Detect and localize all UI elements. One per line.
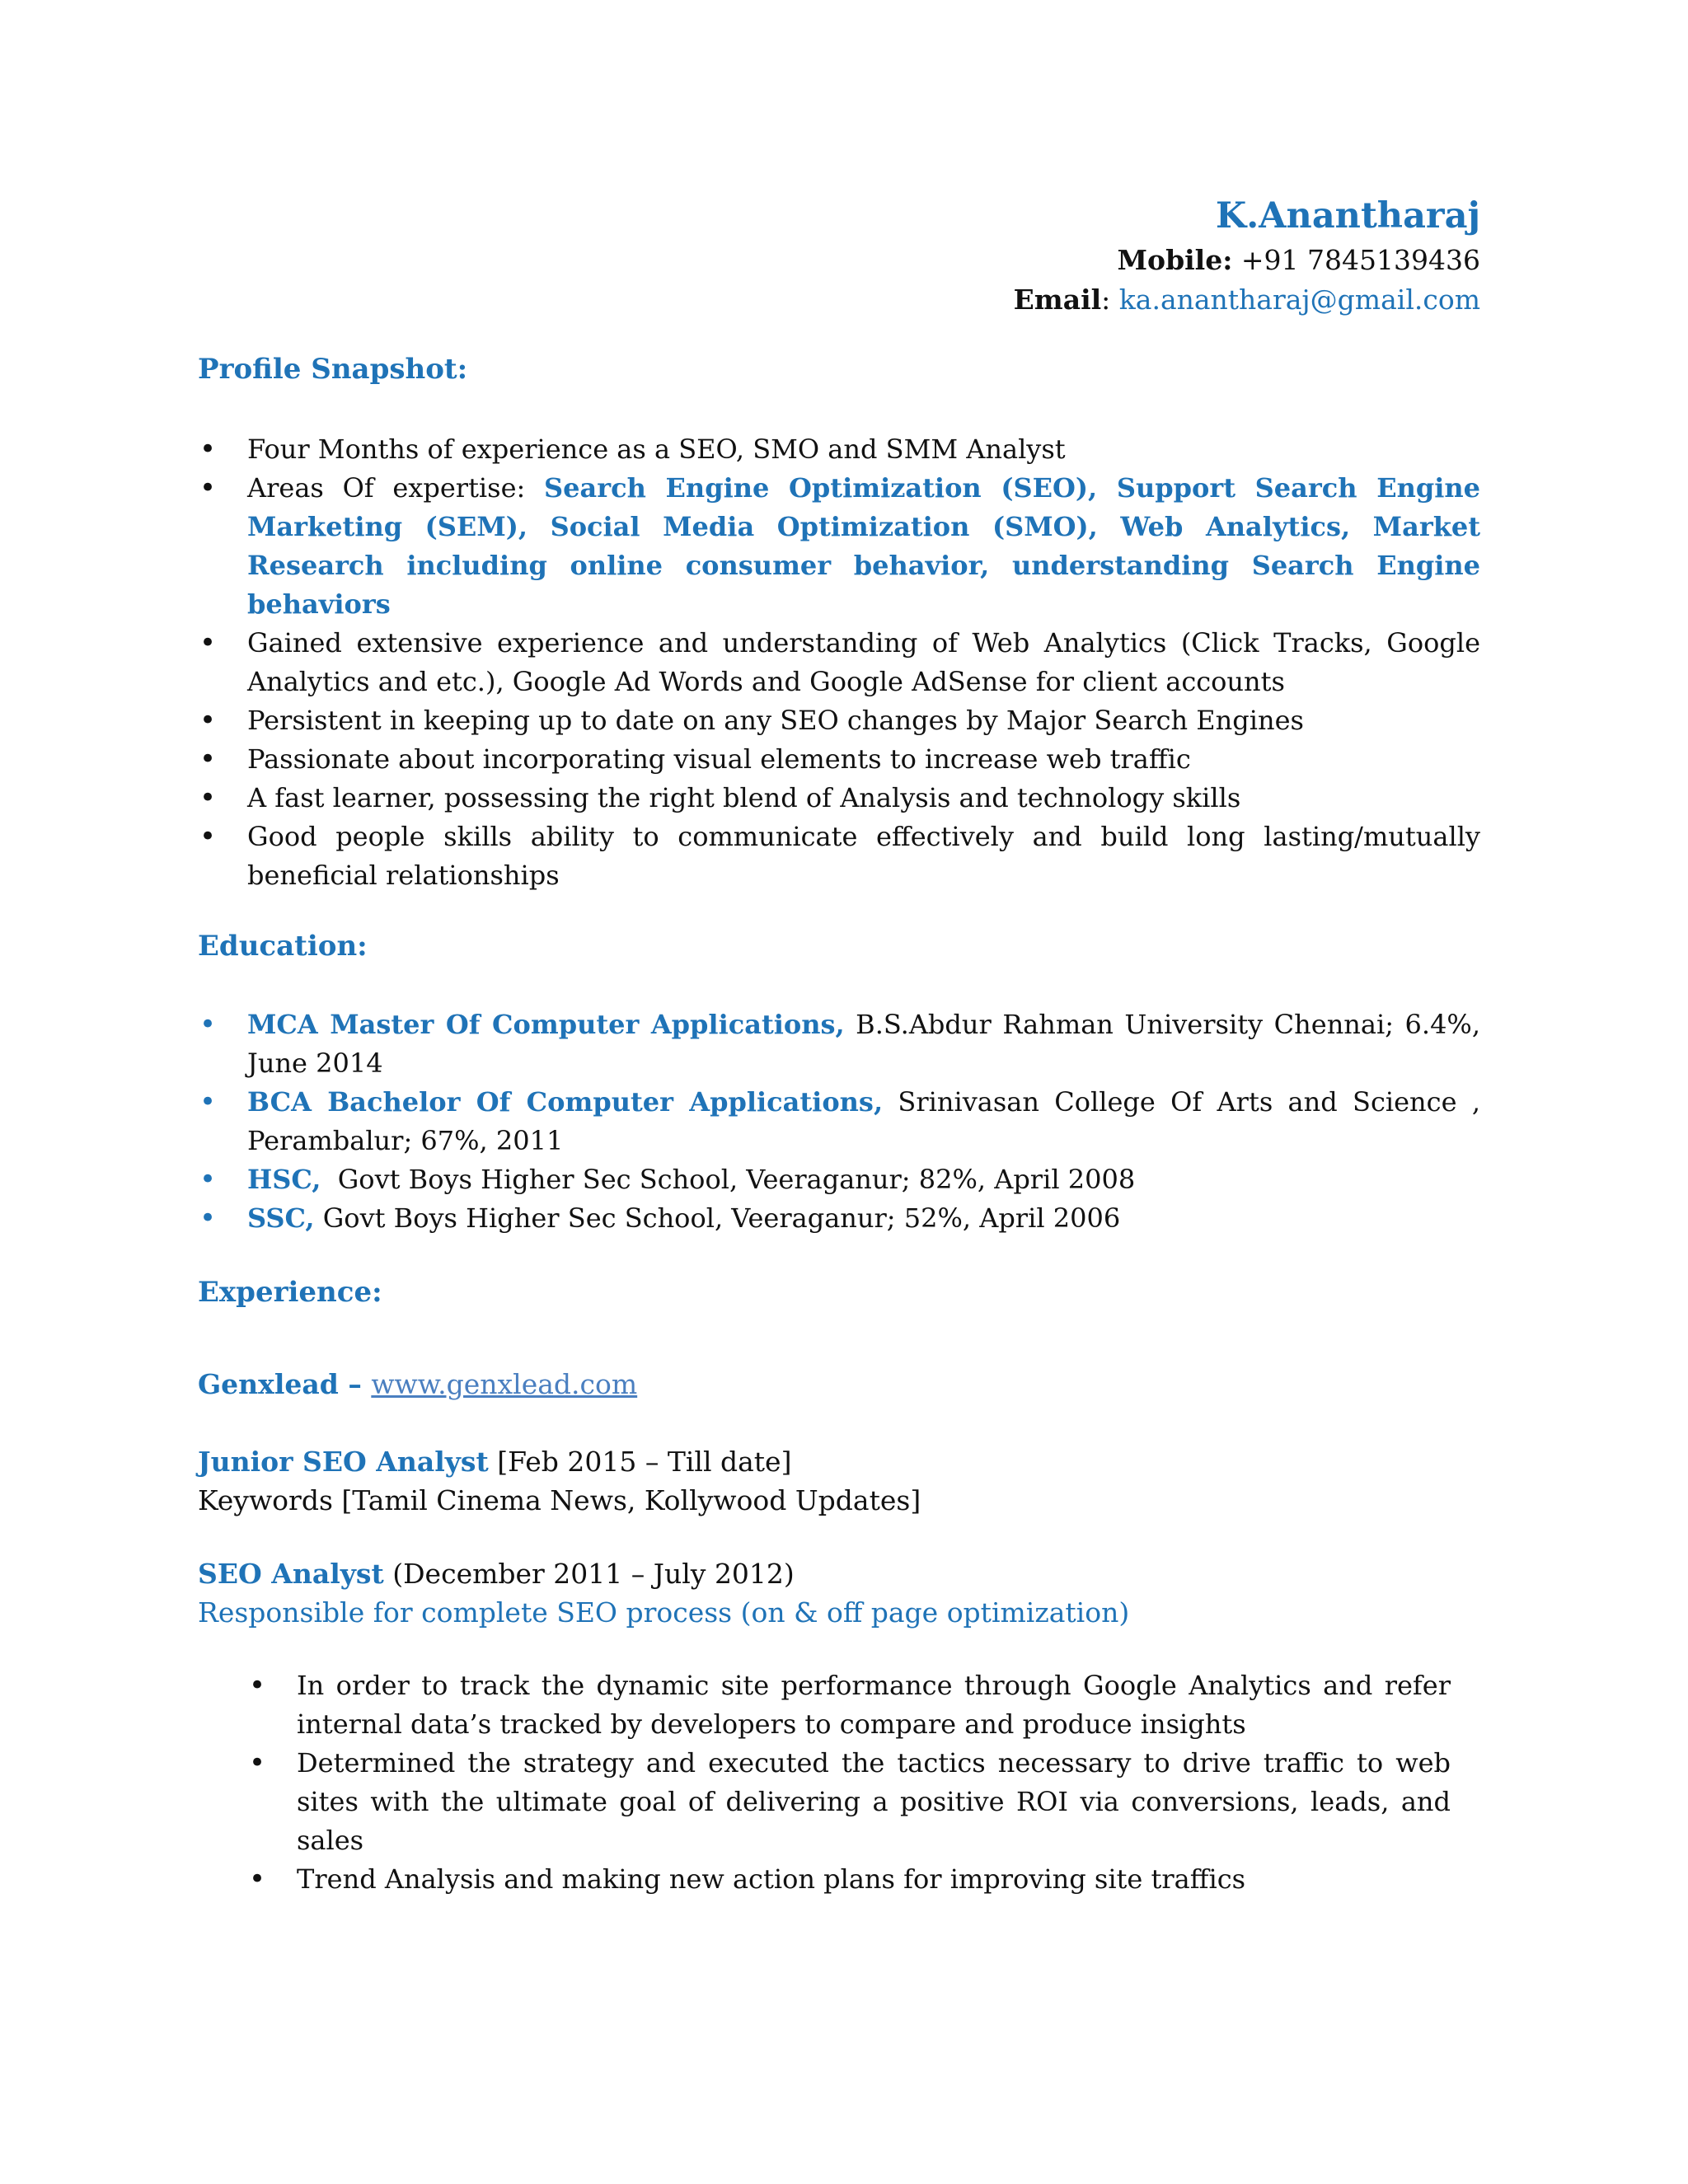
role2-description: Responsible for complete SEO process (on & off page optimization) bbox=[198, 1596, 1130, 1629]
degree-name: SSC, bbox=[247, 1202, 315, 1234]
education-list-container bbox=[198, 1005, 1480, 1238]
list-item bbox=[198, 740, 1480, 779]
degree-detail: B.S.Abdur Rahman University Chennai; 6.4%, June 2014 bbox=[247, 1009, 1481, 1079]
email-label: Email bbox=[1013, 283, 1102, 316]
list-item bbox=[247, 1666, 1451, 1744]
education-section-title: Education: bbox=[198, 930, 368, 963]
list-item bbox=[198, 1005, 1480, 1083]
degree-detail: Srinivasan College Of Arts and Science , Perambalur; 67%, 2011 bbox=[247, 1086, 1480, 1156]
role1-line bbox=[198, 1442, 791, 1481]
list-item-text: Trend Analysis and making new action plans for improving site traffics bbox=[297, 1863, 1246, 1895]
list-item-text: Gained extensive experience and understanding of Web Analytics (Click Tracks, Google Analytics and etc.), Google Ad Words and Google AdSense for client accounts bbox=[247, 627, 1480, 697]
degree-detail: Govt Boys Higher Sec School, Veeraganur; 52%, April 2006 bbox=[314, 1202, 1121, 1234]
list-item bbox=[247, 1744, 1451, 1860]
list-item bbox=[198, 818, 1480, 895]
expertise-highlight: Search Engine Optimization (SEO), Support Search Engine Marketing (SEM), Social Media Optimization (SMO), Web Analytics, Market Research including online consumer behavior, understanding Search Engine behaviors bbox=[247, 472, 1480, 620]
email-separator: : bbox=[1101, 283, 1111, 316]
company-name: Genxlead – bbox=[198, 1368, 372, 1400]
role-period: [Feb 2015 – Till date] bbox=[488, 1446, 792, 1478]
list-item bbox=[198, 624, 1480, 701]
degree-name: BCA Bachelor Of Computer Applications, bbox=[247, 1086, 884, 1118]
company-website-link[interactable]: www.genxlead.com bbox=[371, 1368, 638, 1400]
role-period: (December 2011 – July 2012) bbox=[383, 1558, 795, 1590]
candidate-name: K.Anantharaj bbox=[1215, 195, 1480, 237]
mobile-value: +91 7845139436 bbox=[1240, 243, 1480, 276]
role-title: Junior SEO Analyst bbox=[198, 1446, 489, 1478]
list-item-text: Determined the strategy and executed the tactics necessary to drive traffic to web sites with the ultimate goal of delivering a positive ROI via conversions, leads, and sales bbox=[297, 1747, 1451, 1856]
email-link[interactable]: ka.anantharaj@gmail.com bbox=[1118, 283, 1480, 316]
email-line bbox=[1014, 280, 1480, 320]
education-list bbox=[198, 1005, 1480, 1238]
list-item bbox=[198, 1160, 1480, 1199]
role-title: SEO Analyst bbox=[198, 1558, 384, 1590]
company-line bbox=[198, 1365, 637, 1404]
list-item bbox=[198, 430, 1480, 469]
list-item bbox=[247, 1860, 1451, 1899]
list-item bbox=[198, 779, 1480, 818]
degree-name: MCA Master Of Computer Applications, bbox=[247, 1009, 845, 1040]
role2-line bbox=[198, 1554, 795, 1593]
profile-section-title: Profile Snapshot: bbox=[198, 353, 468, 386]
list-item bbox=[198, 1199, 1480, 1238]
degree-detail: Govt Boys Higher Sec School, Veeraganur; 82%, April 2008 bbox=[321, 1164, 1136, 1195]
mobile-label: Mobile: bbox=[1117, 243, 1233, 276]
list-item-text: In order to track the dynamic site performance through Google Analytics and refer internal data’s tracked by developers to compare and produce insights bbox=[297, 1670, 1451, 1740]
degree-name: HSC, bbox=[247, 1164, 321, 1195]
list-item-prefix: Areas Of expertise: bbox=[247, 472, 545, 504]
list-item-text: Good people skills ability to communicate effectively and build long lasting/mutually beneficial relationships bbox=[247, 821, 1480, 891]
profile-list bbox=[198, 430, 1480, 895]
role2-responsibilities bbox=[247, 1666, 1451, 1899]
experience-section-title: Experience: bbox=[198, 1276, 382, 1309]
resume-header bbox=[1014, 194, 1480, 319]
role1-keywords: Keywords [Tamil Cinema News, Kollywood Updates] bbox=[198, 1484, 921, 1516]
list-item-text: Four Months of experience as a SEO, SMO and SMM Analyst bbox=[247, 434, 1066, 465]
responsibility-list bbox=[247, 1666, 1451, 1899]
list-item bbox=[198, 701, 1480, 740]
list-item bbox=[198, 1083, 1480, 1160]
list-item bbox=[198, 469, 1480, 624]
list-item-text: A fast learner, possessing the right blend of Analysis and technology skills bbox=[247, 782, 1241, 813]
mobile-line bbox=[1014, 241, 1480, 280]
list-item-text: Persistent in keeping up to date on any SEO changes by Major Search Engines bbox=[247, 705, 1304, 736]
list-item-text: Passionate about incorporating visual elements to increase web traffic bbox=[247, 743, 1191, 775]
profile-list-container bbox=[198, 430, 1480, 895]
